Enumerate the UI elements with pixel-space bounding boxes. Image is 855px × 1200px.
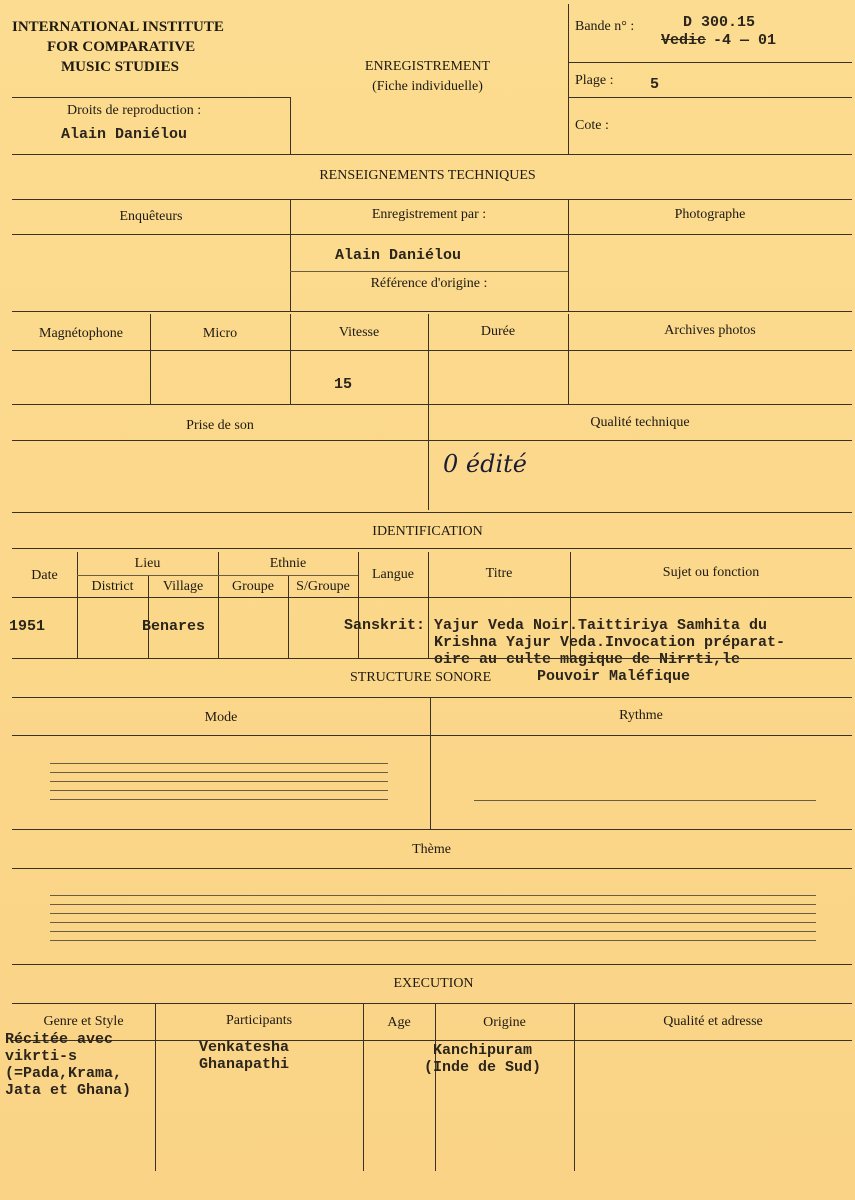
bande-value-line1: D 300.15 xyxy=(683,14,756,31)
genre-line-2: vikrti-s xyxy=(5,1048,78,1065)
bande-value-line2: -4 — 01 xyxy=(713,32,777,49)
execution-section-title: EXECUTION xyxy=(393,976,474,991)
rule xyxy=(12,199,852,200)
rule xyxy=(50,931,816,932)
rule xyxy=(12,829,852,830)
droits-label: Droits de reproduction : xyxy=(67,103,202,118)
rule xyxy=(50,940,816,941)
rule xyxy=(12,154,852,155)
rule xyxy=(12,404,852,405)
institute-line-1: INTERNATIONAL INSTITUTE xyxy=(12,19,224,35)
rule xyxy=(568,97,852,98)
vitesse-label: Vitesse xyxy=(338,325,380,340)
rule xyxy=(50,799,388,800)
institute-line-3: MUSIC STUDIES xyxy=(61,59,179,75)
rule xyxy=(50,913,816,914)
magnetophone-label: Magnétophone xyxy=(39,326,123,341)
vitesse-value: 15 xyxy=(334,376,353,393)
qualite-technique-handwritten: 0 édité xyxy=(443,450,527,478)
rule xyxy=(12,658,852,659)
bande-label: Bande n° : xyxy=(575,19,635,34)
sujet-label: Sujet ou fonction xyxy=(662,565,760,580)
titre-label: Titre xyxy=(485,566,513,581)
genre-style-label: Genre et Style xyxy=(43,1014,124,1029)
rule xyxy=(50,922,816,923)
identification-section-title: IDENTIFICATION xyxy=(372,524,483,539)
titre-line-1: Yajur Veda Noir.Taittiriya Samhita du xyxy=(434,617,768,634)
rule xyxy=(50,790,388,791)
archives-photos-label: Archives photos xyxy=(664,323,756,338)
participants-line-1: Venkatesha xyxy=(199,1039,290,1056)
ethnie-label: Ethnie xyxy=(269,556,307,571)
enregistrement-par-value: Alain Daniélou xyxy=(335,247,462,264)
langue-value: Sanskrit: xyxy=(344,617,426,634)
rule xyxy=(12,311,852,312)
enqueteurs-label: Enquêteurs xyxy=(119,209,183,224)
titre-line-4: Pouvoir Maléfique xyxy=(537,668,691,685)
micro-label: Micro xyxy=(202,326,238,341)
langue-label: Langue xyxy=(372,567,414,582)
district-label: District xyxy=(91,579,134,594)
rule xyxy=(12,597,852,598)
bande-struck: Vedic xyxy=(661,32,707,49)
rule xyxy=(474,800,816,801)
rule xyxy=(12,440,852,441)
rule xyxy=(568,4,569,154)
qualite-technique-label: Qualité technique xyxy=(590,415,690,430)
rule xyxy=(77,575,358,576)
lieu-value: Benares xyxy=(142,618,206,635)
origine-line-1: Kanchipuram xyxy=(433,1042,533,1059)
sgroupe-label: S/Groupe xyxy=(296,579,350,594)
duree-label: Durée xyxy=(480,324,516,339)
age-label: Age xyxy=(387,1015,411,1030)
technique-section-title: RENSEIGNEMENTS TECHNIQUES xyxy=(319,168,536,183)
structure-section-title: STRUCTURE SONORE xyxy=(350,670,492,685)
rule xyxy=(12,350,852,351)
enregistrement-par-label: Enregistrement par : xyxy=(371,207,487,222)
plage-label: Plage : xyxy=(575,73,614,88)
village-label: Village xyxy=(162,579,204,594)
institute-line-2: FOR COMPARATIVE xyxy=(47,39,196,55)
rule xyxy=(12,512,852,513)
rule xyxy=(12,697,852,698)
origine-label: Origine xyxy=(483,1015,526,1030)
form-subtitle: (Fiche individuelle) xyxy=(372,79,483,94)
titre-line-3: oire au culte magique de Nirrti,le xyxy=(434,651,741,668)
origine-line-2: (Inde de Sud) xyxy=(424,1059,542,1076)
titre-line-2: Krishna Yajur Veda.Invocation préparat- xyxy=(434,634,786,651)
rule xyxy=(50,772,388,773)
photographe-label: Photographe xyxy=(674,207,746,222)
rule xyxy=(50,763,388,764)
droits-value: Alain Daniélou xyxy=(61,126,188,143)
rule xyxy=(12,234,852,235)
cote-label: Cote : xyxy=(575,118,609,133)
genre-line-4: Jata et Ghana) xyxy=(5,1082,132,1099)
date-value: 1951 xyxy=(9,618,46,635)
rule xyxy=(50,904,816,905)
rule xyxy=(12,1040,852,1041)
participants-label: Participants xyxy=(225,1013,293,1028)
theme-label: Thème xyxy=(412,842,451,857)
rule xyxy=(290,271,568,272)
lieu-label: Lieu xyxy=(134,556,161,571)
participants-line-2: Ghanapathi xyxy=(199,1056,290,1073)
rule xyxy=(12,548,852,549)
groupe-label: Groupe xyxy=(232,579,274,594)
reference-label: Référence d'origine : xyxy=(370,276,488,291)
rythme-label: Rythme xyxy=(619,708,663,723)
rule xyxy=(12,735,852,736)
rule xyxy=(12,97,290,98)
rule xyxy=(12,964,852,965)
rule xyxy=(12,868,852,869)
rule xyxy=(50,781,388,782)
rule xyxy=(290,97,291,155)
plage-value: 5 xyxy=(650,76,660,93)
rule xyxy=(12,1003,852,1004)
mode-label: Mode xyxy=(204,710,238,725)
prise-de-son-label: Prise de son xyxy=(186,418,254,433)
form-title: ENREGISTREMENT xyxy=(364,59,491,74)
date-label: Date xyxy=(31,568,58,583)
genre-line-3: (=Pada,Krama, xyxy=(5,1065,123,1082)
genre-line-1: Récitée avec xyxy=(5,1031,114,1048)
rule xyxy=(50,895,816,896)
qualite-adresse-label: Qualité et adresse xyxy=(663,1014,763,1029)
rule xyxy=(568,62,852,63)
